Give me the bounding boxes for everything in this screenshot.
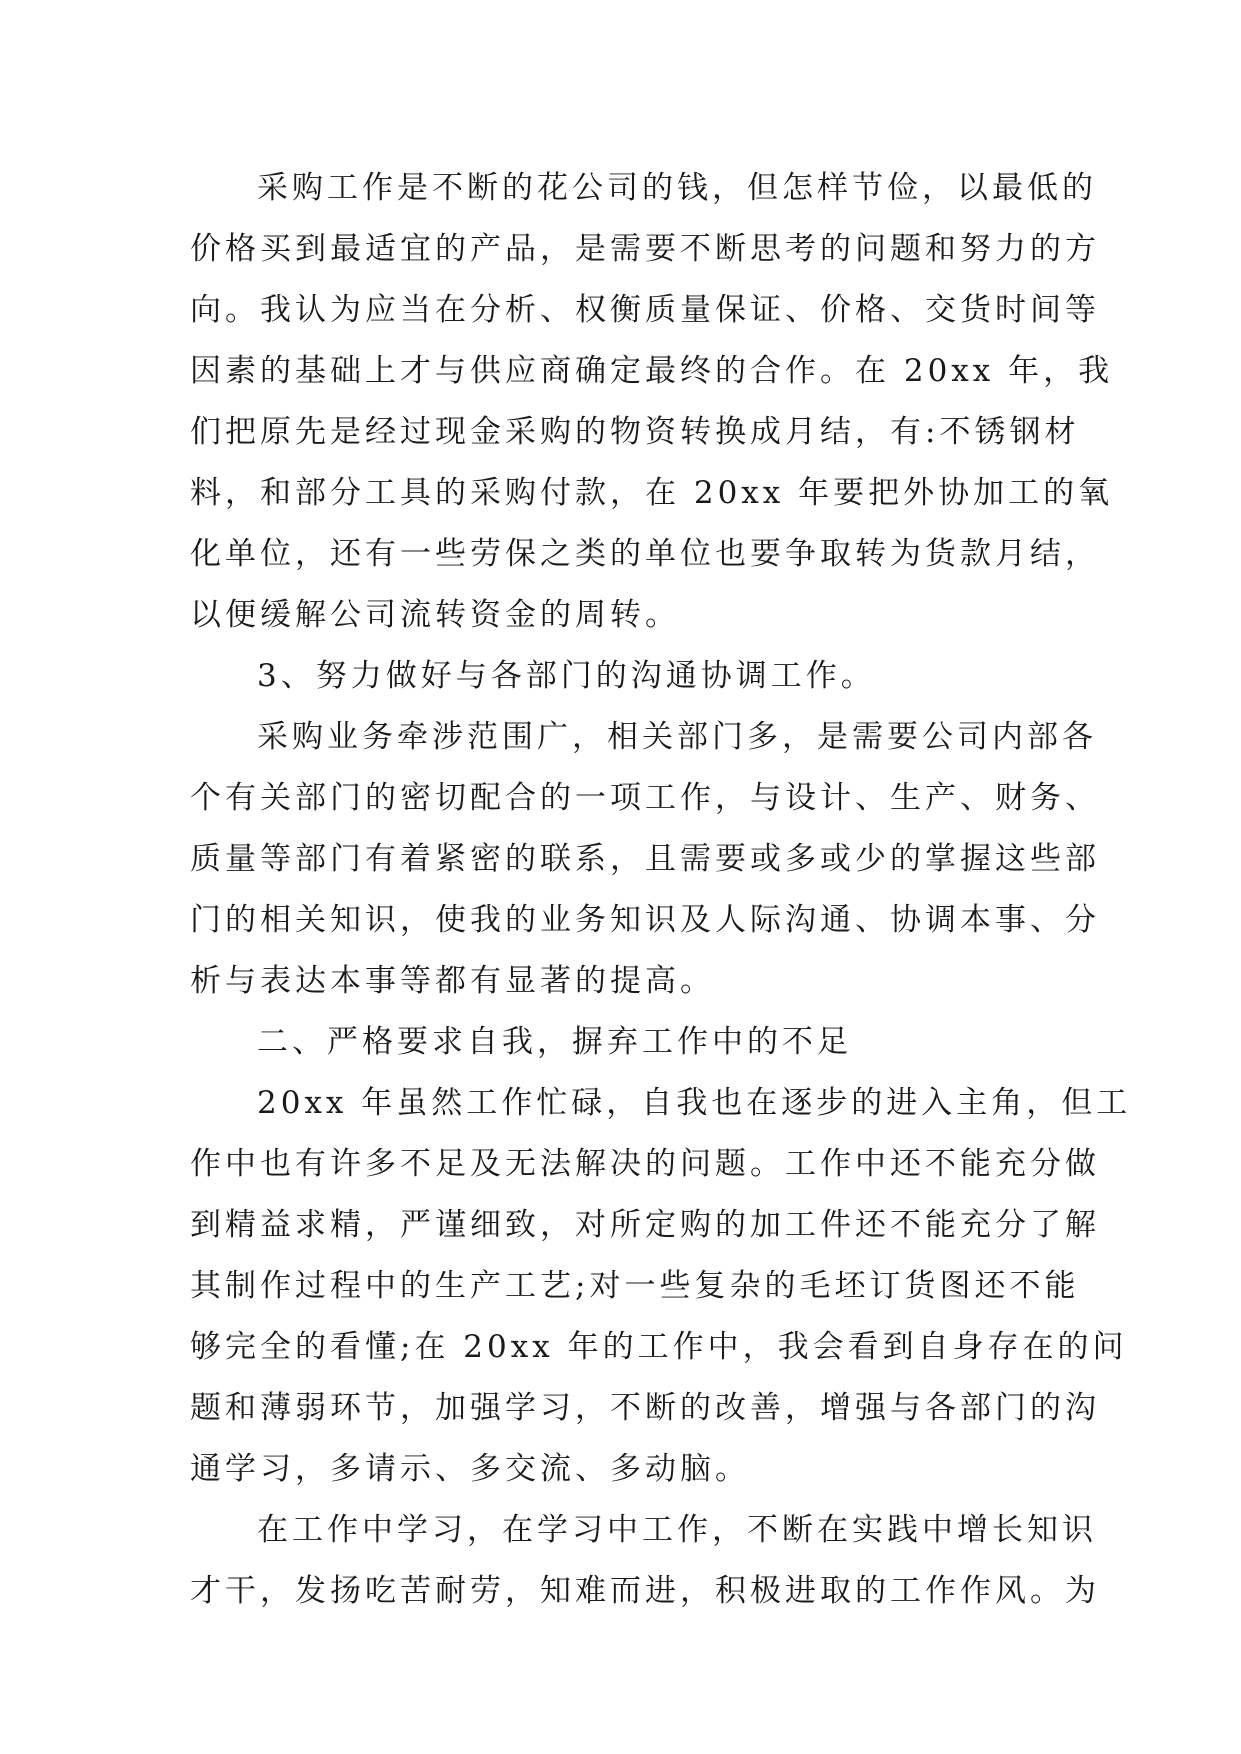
document-body: [190, 158, 1132, 1622]
text-line: 在工作中学习，在学习中工作，不断在实践中增长知识: [257, 1512, 1097, 1548]
text-line: 以便缓解公司流转资金的周转。: [190, 597, 680, 633]
text-line: 化单位，还有一些劳保之类的单位也要争取转为货款月结，: [190, 536, 1100, 572]
text-line: 个有关部门的密切配合的一项工作，与设计、生产、财务、: [190, 780, 1100, 816]
text-line: 料，和部分工具的采购付款，在 20xx 年要把外协加工的氧: [190, 475, 1114, 511]
text-line: 够完全的看懂;在 20xx 年的工作中，我会看到自身存在的问: [190, 1329, 1128, 1365]
text-line: 通学习，多请示、多交流、多动脑。: [190, 1451, 750, 1487]
text-line: 其制作过程中的生产工艺;对一些复杂的毛坯订货图还不能: [190, 1268, 1080, 1304]
text-line: 二、严格要求自我，摒弃工作中的不足: [257, 1024, 852, 1060]
text-line: 因素的基础上才与供应商确定最终的合作。在 20xx 年，我: [190, 353, 1114, 389]
text-line: 门的相关知识，使我的业务知识及人际沟通、协调本事、分: [190, 902, 1100, 938]
text-line: 质量等部门有着紧密的联系，且需要或多或少的掌握这些部: [190, 841, 1100, 877]
text-line: 题和薄弱环节，加强学习，不断的改善，增强与各部门的沟: [190, 1390, 1100, 1426]
text-line: 才干，发扬吃苦耐劳，知难而进，积极进取的工作作风。为: [190, 1573, 1100, 1609]
text-line: 到精益求精，严谨细致，对所定购的加工件还不能充分了解: [190, 1207, 1100, 1243]
text-line: 析与表达本事等都有显著的提高。: [190, 963, 715, 999]
text-line: 们把原先是经过现金采购的物资转换成月结，有:不锈钢材: [190, 414, 1080, 450]
text-line: 采购工作是不断的花公司的钱，但怎样节俭，以最低的: [257, 170, 1097, 206]
text-line: 采购业务牵涉范围广，相关部门多，是需要公司内部各: [257, 719, 1097, 755]
text-line: 20xx 年虽然工作忙碌，自我也在逐步的进入主角，但工: [257, 1085, 1132, 1121]
text-line: 价格买到最适宜的产品，是需要不断思考的问题和努力的方: [190, 231, 1100, 267]
text-line: 作中也有许多不足及无法解决的问题。工作中还不能充分做: [190, 1146, 1100, 1182]
text-line: 3、努力做好与各部门的沟通协调工作。: [257, 658, 876, 694]
text-line: 向。我认为应当在分析、权衡质量保证、价格、交货时间等: [190, 292, 1100, 328]
